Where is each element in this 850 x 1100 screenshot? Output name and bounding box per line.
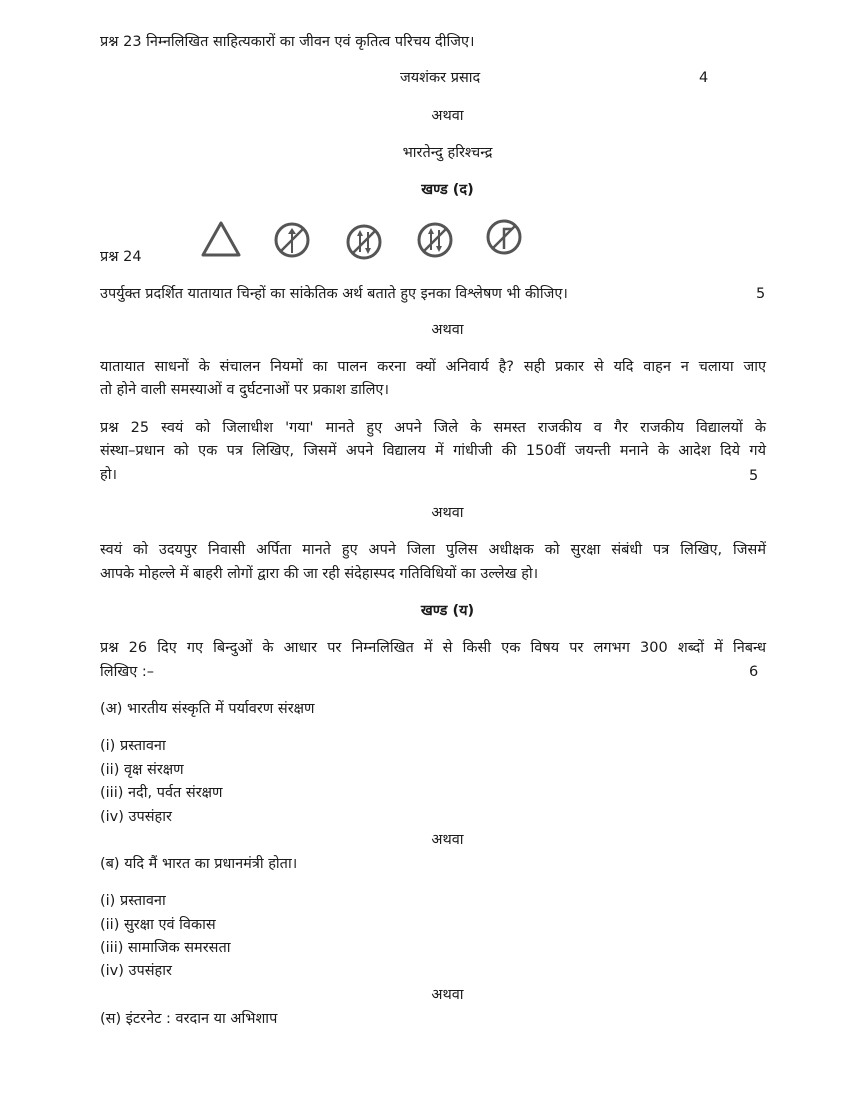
no-two-way-alt-sign-icon bbox=[415, 220, 455, 260]
q23-text: प्रश्न 23 निम्नलिखित साहित्यकारों का जीवन एवं कृतित्व परिचय दीजिए। bbox=[100, 34, 475, 50]
section-e-heading: खण्ड (य) bbox=[420, 603, 475, 619]
point-b: (iii) सामाजिक समरसता bbox=[100, 940, 231, 956]
q25-alt-line: आपके मोहल्ले में बाहरी लोगों द्वारा की जा रही संदेहास्पद गतिविधियों का उल्लेख हो। bbox=[100, 566, 539, 582]
point-b: (ii) सुरक्षा एवं विकास bbox=[100, 917, 216, 933]
q26-line: लिखिए :– bbox=[100, 664, 154, 680]
q25-alt-line: स्वयं को उदयपुर निवासी अर्पिता मानते हुए अपने जिला पुलिस अधीक्षक को सुरक्षा संबंधी पत्र लिखिए, जिसमें bbox=[100, 542, 766, 558]
section-d-heading: खण्ड (द) bbox=[421, 182, 474, 198]
q23-marks: 4 bbox=[699, 70, 709, 86]
warning-triangle-icon bbox=[200, 218, 242, 260]
point-b: (iv) उपसंहार bbox=[100, 963, 172, 979]
no-straight-sign-icon bbox=[272, 220, 312, 260]
q26-topic-b: (ब) यदि मैं भारत का प्रधानमंत्री होता। bbox=[100, 856, 298, 872]
q24-label: प्रश्न 24 bbox=[100, 249, 142, 265]
point-a: (i) प्रस्तावना bbox=[100, 738, 166, 754]
q26-marks: 6 bbox=[749, 664, 759, 680]
q24-or: अथवा bbox=[431, 322, 464, 338]
q23-option2: भारतेन्दु हरिश्चन्द्र bbox=[402, 145, 493, 161]
point-a: (iv) उपसंहार bbox=[100, 809, 172, 825]
point-a: (iii) नदी, पर्वत संरक्षण bbox=[100, 785, 223, 801]
q24-text: उपर्युक्त प्रदर्शित यातायात चिन्हों का सांकेतिक अर्थ बताते हुए इनका विश्लेषण भी कीजिए। bbox=[100, 286, 568, 302]
point-b: (i) प्रस्तावना bbox=[100, 893, 166, 909]
q23-option1: जयशंकर प्रसाद bbox=[400, 70, 481, 86]
no-right-turn-sign-icon bbox=[484, 217, 524, 257]
q25-marks: 5 bbox=[749, 468, 759, 484]
q26-or-1: अथवा bbox=[431, 832, 464, 848]
q25-line: हो। bbox=[100, 467, 117, 483]
q26-topic-c: (स) इंटरनेट : वरदान या अभिशाप bbox=[100, 1011, 278, 1027]
q25-line: प्रश्न 25 स्वयं को जिलाधीश 'गया' मानते हुए अपने जिले के समस्त राजकीय व गैर राजकीय विद्यालयों के bbox=[100, 420, 766, 436]
q25-or: अथवा bbox=[431, 505, 464, 521]
q24-alt-line: तो होने वाली समस्याओं व दुर्घटनाओं पर प्रकाश डालिए। bbox=[100, 382, 389, 398]
q26-line: प्रश्न 26 दिए गए बिन्दुओं के आधार पर निम्नलिखित में से किसी एक विषय पर लगभग 300 शब्दों में निबन्ध bbox=[100, 640, 766, 656]
q26-or-2: अथवा bbox=[431, 987, 464, 1003]
q24-marks: 5 bbox=[756, 286, 766, 302]
q24-alt-line: यातायात साधनों के संचालन नियमों का पालन करना क्यों अनिवार्य है? सही प्रकार से यदि वाहन न चलाया जाए bbox=[100, 359, 766, 375]
point-a: (ii) वृक्ष संरक्षण bbox=[100, 762, 184, 778]
q25-line: संस्था–प्रधान को एक पत्र लिखिए, जिसमें अपने विद्यालय में गांधीजी की 150वीं जयन्ती मनाने के आदेश दिये गये bbox=[100, 443, 766, 459]
q26-topic-a: (अ) भारतीय संस्कृति में पर्यावरण संरक्षण bbox=[100, 701, 315, 717]
no-two-way-sign-icon bbox=[344, 222, 384, 262]
q23-or: अथवा bbox=[431, 108, 464, 124]
